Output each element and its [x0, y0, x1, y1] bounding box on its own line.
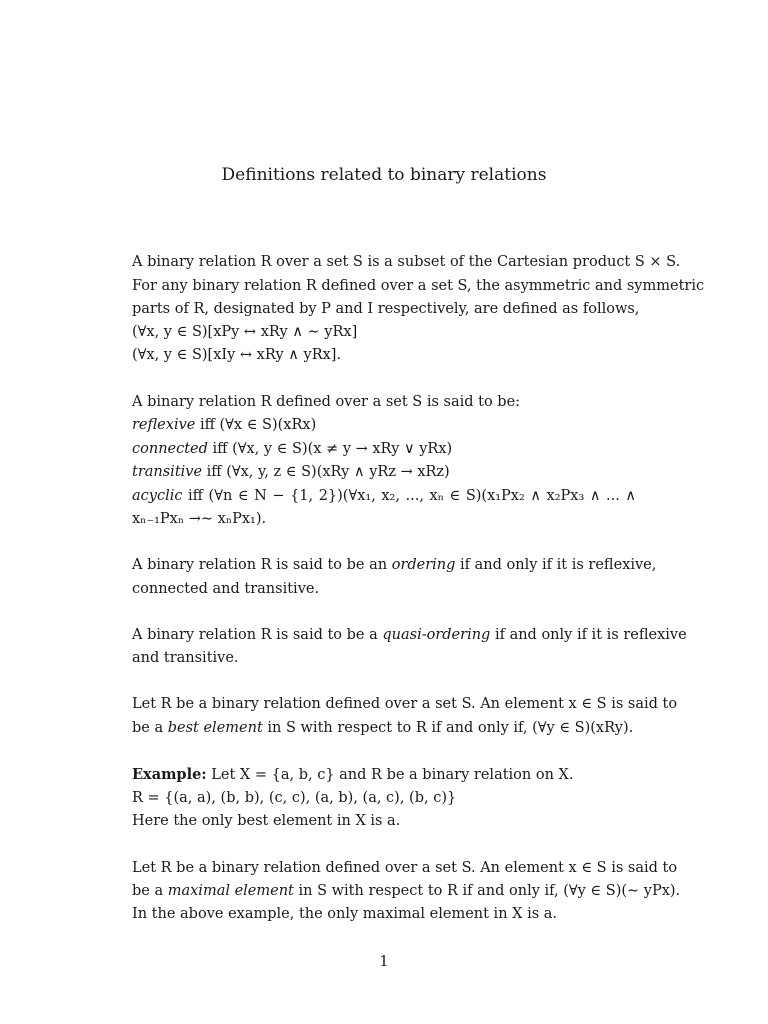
- quasi-ordering-def-cont: and transitive.: [132, 650, 239, 666]
- ordering-def-cont: connected and transitive.: [132, 581, 320, 597]
- maximal-element-term: maximal element: [167, 883, 294, 899]
- ordering-def: A binary relation R is said to be an ordering if and only if it is reflexive,: [132, 557, 657, 573]
- maximal-element-line1: Let R be a binary relation defined over a set S. An element x ∈ S is said to: [132, 860, 678, 876]
- para1-line1: A binary relation R over a set S is a subset of the Cartesian product S × S.: [132, 254, 681, 270]
- best-element-term: best element: [167, 720, 263, 736]
- transitive-def: transitive iff (∀x, y, z ∈ S)(xRy ∧ yRz → xRz): [132, 464, 450, 480]
- para2-intro: A binary relation R defined over a set S is said to be:: [132, 394, 521, 410]
- para1-line2: For any binary relation R defined over a set S, the asymmetric and symmetric: [132, 278, 705, 294]
- example-label: Example:: [132, 766, 207, 783]
- reflexive-term: reflexive: [132, 417, 196, 433]
- example-best: Here the only best element in X is a.: [132, 813, 401, 829]
- maximal-element-def: be a maximal element in S with respect to R if and only if, (∀y ∈ S)(∼ yPx).: [132, 883, 681, 899]
- example-relation: R = {(a, a), (b, b), (c, c), (a, b), (a, c), (b, c)}: [132, 790, 457, 806]
- best-element-line1: Let R be a binary relation defined over a set S. An element x ∈ S is said to: [132, 696, 678, 712]
- connected-term: connected: [132, 441, 208, 457]
- transitive-term: transitive: [132, 464, 203, 480]
- acyclic-def: acyclic iff (∀n ∈ N − {1, 2})(∀x₁, x₂, ..., xₙ ∈ S)(x₁Px₂ ∧ x₂Px₃ ∧ ... ∧: [132, 488, 636, 504]
- document-title: Definitions related to binary relations: [221, 165, 547, 185]
- acyclic-def-cont: xₙ₋₁Pxₙ →∼ xₙPx₁).: [132, 511, 267, 527]
- page-number: 1: [379, 954, 389, 970]
- acyclic-term: acyclic: [132, 488, 183, 504]
- symmetric-def: (∀x, y ∈ S)[xIy ↔ xRy ∧ yRx].: [132, 347, 342, 363]
- maximal-element-example: In the above example, the only maximal element in X is a.: [132, 906, 558, 922]
- connected-def: connected iff (∀x, y ∈ S)(x ≠ y → xRy ∨ yRx): [132, 441, 453, 457]
- quasi-ordering-term: quasi-ordering: [382, 627, 491, 643]
- para1-line3: parts of R, designated by P and I respectively, are defined as follows,: [132, 301, 640, 317]
- example-line1: Example: Let X = {a, b, c} and R be a binary relation on X.: [132, 766, 574, 783]
- reflexive-def: reflexive iff (∀x ∈ S)(xRx): [132, 417, 317, 433]
- asymmetric-def: (∀x, y ∈ S)[xPy ↔ xRy ∧ ∼ yRx]: [132, 324, 358, 340]
- quasi-ordering-def: A binary relation R is said to be a quasi-ordering if and only if it is reflexive: [132, 627, 687, 643]
- best-element-def: be a best element in S with respect to R if and only if, (∀y ∈ S)(xRy).: [132, 720, 634, 736]
- ordering-term: ordering: [391, 557, 456, 573]
